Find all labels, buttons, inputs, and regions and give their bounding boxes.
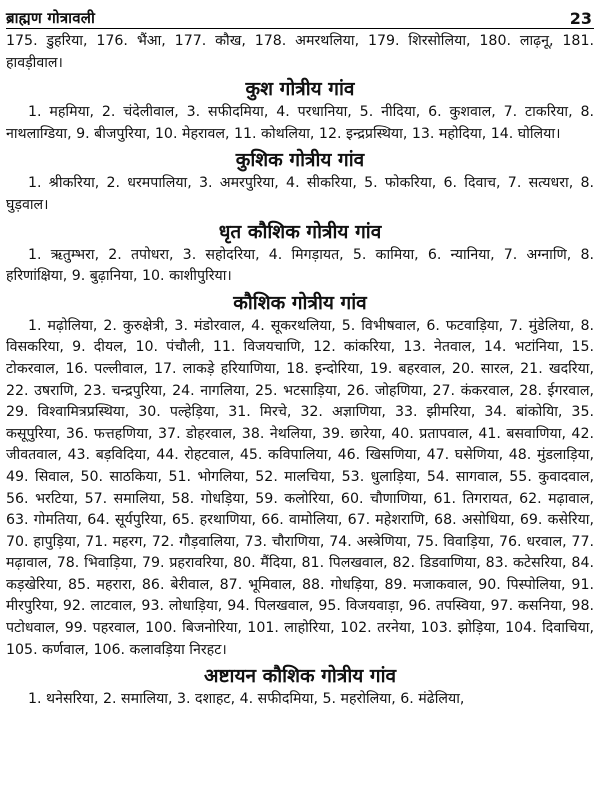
section-heading-kushik: कुशिक गोत्रीय गांव	[235, 149, 365, 172]
village-list-kushik: 1. श्रीकरिया, 2. धरमपालिया, 3. अमरपुरिया, 4. सीकरिया, 5. फोकरिया, 6. दिवाच, 7. सत्यधरा, 8. घुड़वाल।	[6, 175, 594, 213]
village-list-kush: 1. महमिया, 2. चंदेलीवाल, 3. सफीदमिया, 4. परधानिया, 5. नीदिया, 6. कुशवाल, 7. टाकरिया, 8. नाथलाग्डिया, 9. बीजपुरिया, 10. मेहरावल, 11. कोथलिया, 12. इन्द्रप्रस्थिया, 13. महोदिया, 14. घोलिया।	[6, 104, 594, 142]
page-header	[6, 2, 594, 29]
village-list-dhrit-kaushik: 1. ऋतुम्भरा, 2. तपोधरा, 3. सहोदरिया, 4. मिगड़ायत, 5. कामिया, 6. न्यानिया, 7. अग्नाणि, 8. हरिणांक्षिया, 9. बुढ़ानिया, 10. काशीपुरिया।	[6, 246, 594, 285]
section-heading-kaushik: कौशिक गोत्रीय गांव	[233, 291, 367, 314]
village-list-continued: 175. डुहरिया, 176. भैंआ, 177. कौख, 178. अमरथलिया, 179. शिरसोलिया, 180. लाढ़नू, 181. हावड़ीवाल।	[6, 33, 594, 71]
section-heading-dhrit-kaushik: धृत कौशिक गोत्रीय गांव	[218, 220, 382, 243]
running-title: ब्राह्मण गोत्रावली	[6, 9, 96, 27]
section-heading-kush: कुश गोत्रीय गांव	[245, 78, 355, 101]
page-number: 23	[569, 9, 592, 28]
village-list-ashtayan-kaushik: 1. थनेसरिया, 2. समालिया, 3. दशाहट, 4. सफीदमिया, 5. महरोलिया, 6. मंढेलिया,	[28, 691, 465, 708]
village-list-kaushik: 1. मढ़ोलिया, 2. कुरुक्षेत्री, 3. मंडोरवाल, 4. सूकरथलिया, 5. विभीषवाल, 6. फटवाड़िया, 7. मुंडेलिया, 8. विसकरिया, 9. दीयल, 10. पंचौली, 11. विजयचाणि, 12. कांकरिया, 13. नेतवाल, 14. भटांनिया, 15. टोकरवाल, 16. पल्लीवाल, 17. लाकड़े हरियाणिया, 18. इन्दोरिया, 19. बहरवाल, 20. सारल, 21. खदरिया, 22. उषराणि, 23. चन्द्रपुरिया, 24. नागलिया, 25. भटसाड़िया, 26. जोहणिया, 27. कंकरवाल, 28. ईगरवाल, 29. विश्वामित्रप्रस्थिया, 30. पल्हेड़िया, 31. मिरचे, 32. अज्ञाणिया, 33. झीमरिया, 34. बांकोयिा, 35. कसूपुरिया, 36. फत्तहणिया, 37. डोहरवाल, 38. नेथलिया, 39. छारेया, 40. प्रतापवाल, 41. बसवाणिया, 42. जीवतवाल, 43. बड़विदिया, 44. रोहटवाल, 45. कविपालिया, 46. खिसणिया, 47. घसेणिया, 48. मुंडलाड़िया, 49. सिवाल, 50. साठकिया, 51. भोगलिया, 52. मालचिया, 53. धुलाड़िया, 54. सागवाल, 55. कुवादवाल, 56. भरटिया, 57. समालिया, 58. गोधड़िया, 59. कलोरिया, 60. चौणाणिया, 61. तिगरायत, 62. मढ़ावाल, 63. गोमतिया, 64. सूर्यपुरिया, 65. हरथाणिया, 66. वामोलिया, 67. महेशराणि, 68. असोधिया, 69. कसेरिया, 70. हापुड़िया, 71. महरग, 72. गौड़वालिया, 73. चौराणिया, 74. अस्त्रेणिया, 75. विवाड़िया, 76. धरवाल, 77. मढ़ावाल, 78. भिवाड़िया, 79. प्रहरावरिया, 80. मैंदिया, 81. पिलखवाल, 82. डिडवाणिया, 83. कटेसरिया, 84. कड़खेरिया, 85. महरारा, 86. बेरीवाल, 87. भूमिवाल, 88. गोधड़िया, 89. मजाकवाल, 90. पिस्पोलिया, 91. मीरपुरिया, 92. लाटवाल, 93. लोधाड़िया, 94. पिलखवाल, 95. विजयवाड़ा, 96. तपस्विया, 97. कसनिया, 98. पटोधवाल, 99. पहरवाल, 100. बिजनोरिया, 101. लाहोरिया, 102. तरनेया, 103. झोड़िया, 104. दिवाचिया, 105. कर्णवाल, 106. कलावड़िया निरहट।	[6, 317, 594, 658]
section-heading-ashtayan-kaushik: अष्टायन कौशिक गोत्रीय गांव	[203, 665, 397, 688]
